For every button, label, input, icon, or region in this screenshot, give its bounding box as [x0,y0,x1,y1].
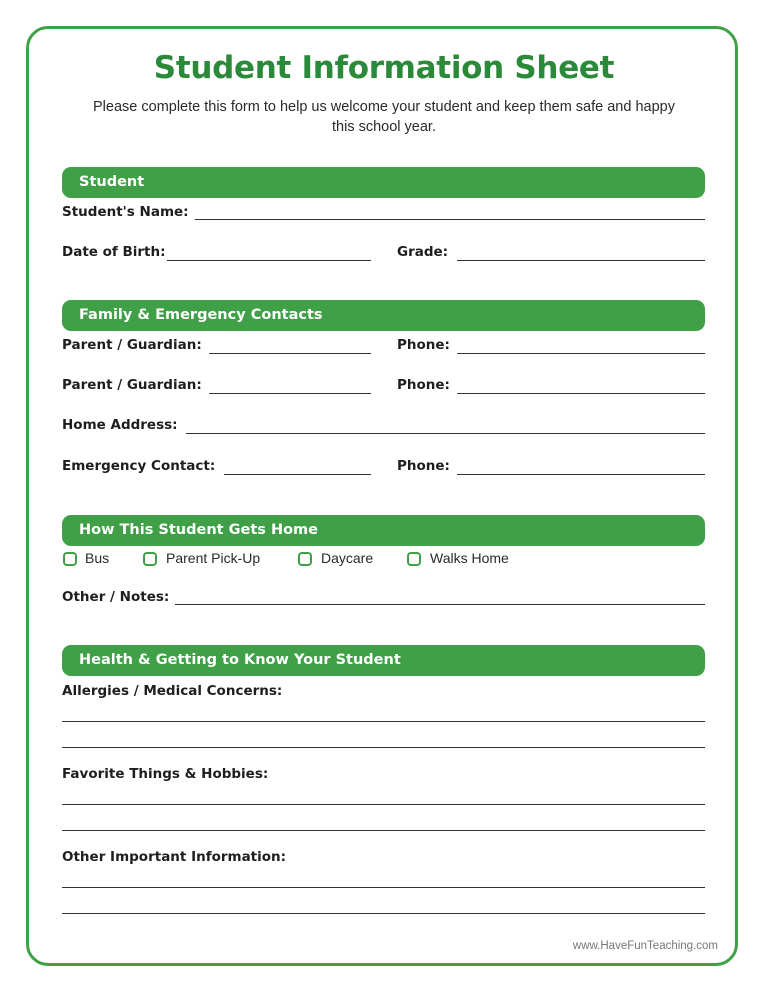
section-header-family: Family & Emergency Contacts [62,300,705,331]
student-name-field[interactable] [195,219,705,220]
parent-1-field[interactable] [209,353,371,354]
checkbox-walks-home[interactable] [407,552,421,566]
parent-1-label: Parent / Guardian: [62,337,202,353]
address-label: Home Address: [62,417,178,433]
checkbox-parent-pick-up[interactable] [143,552,157,566]
grade-field[interactable] [457,260,705,261]
allergies-field-line-2[interactable] [62,747,705,748]
emergency-contact-field[interactable] [224,474,371,475]
other-info-field-line-2[interactable] [62,913,705,914]
page-subtitle: Please complete this form to help us welcome your student and keep them safe and happy this school year. [93,99,675,135]
phone-2-label: Phone: [397,377,450,393]
emergency-contact-label: Emergency Contact: [62,458,216,474]
dob-label: Date of Birth: [62,244,166,260]
grade-label: Grade: [397,244,449,260]
phone-3-field[interactable] [457,474,705,475]
favorites-field-line-2[interactable] [62,830,705,831]
student-name-label: Student's Name: [62,204,189,220]
other-info-field-line-1[interactable] [62,887,705,888]
favorites-label: Favorite Things & Hobbies: [62,766,269,782]
option-bus-label: Bus [85,550,110,566]
section-header-home: How This Student Gets Home [62,515,705,546]
option-walks-home-label: Walks Home [430,550,509,566]
allergies-field-line-1[interactable] [62,721,705,722]
phone-2-field[interactable] [457,393,705,394]
checkbox-daycare[interactable] [298,552,312,566]
page-title: Student Information Sheet [153,50,615,86]
phone-1-field[interactable] [457,353,705,354]
option-daycare-label: Daycare [321,550,374,566]
notes-field[interactable] [175,604,705,605]
option-parent-pick-up-label: Parent Pick-Up [166,550,261,566]
phone-3-label: Phone: [397,458,450,474]
section-header-health: Health & Getting to Know Your Student [62,645,705,676]
parent-2-label: Parent / Guardian: [62,377,202,393]
allergies-label: Allergies / Medical Concerns: [62,683,283,699]
section-header-student: Student [62,167,705,198]
footer-website: www.HaveFunTeaching.com [572,940,718,952]
parent-2-field[interactable] [209,393,371,394]
notes-label: Other / Notes: [62,589,170,605]
checkbox-bus[interactable] [63,552,77,566]
address-field[interactable] [186,433,705,434]
phone-1-label: Phone: [397,337,450,353]
dob-field[interactable] [167,260,371,261]
favorites-field-line-1[interactable] [62,804,705,805]
other-info-label: Other Important Information: [62,849,287,865]
